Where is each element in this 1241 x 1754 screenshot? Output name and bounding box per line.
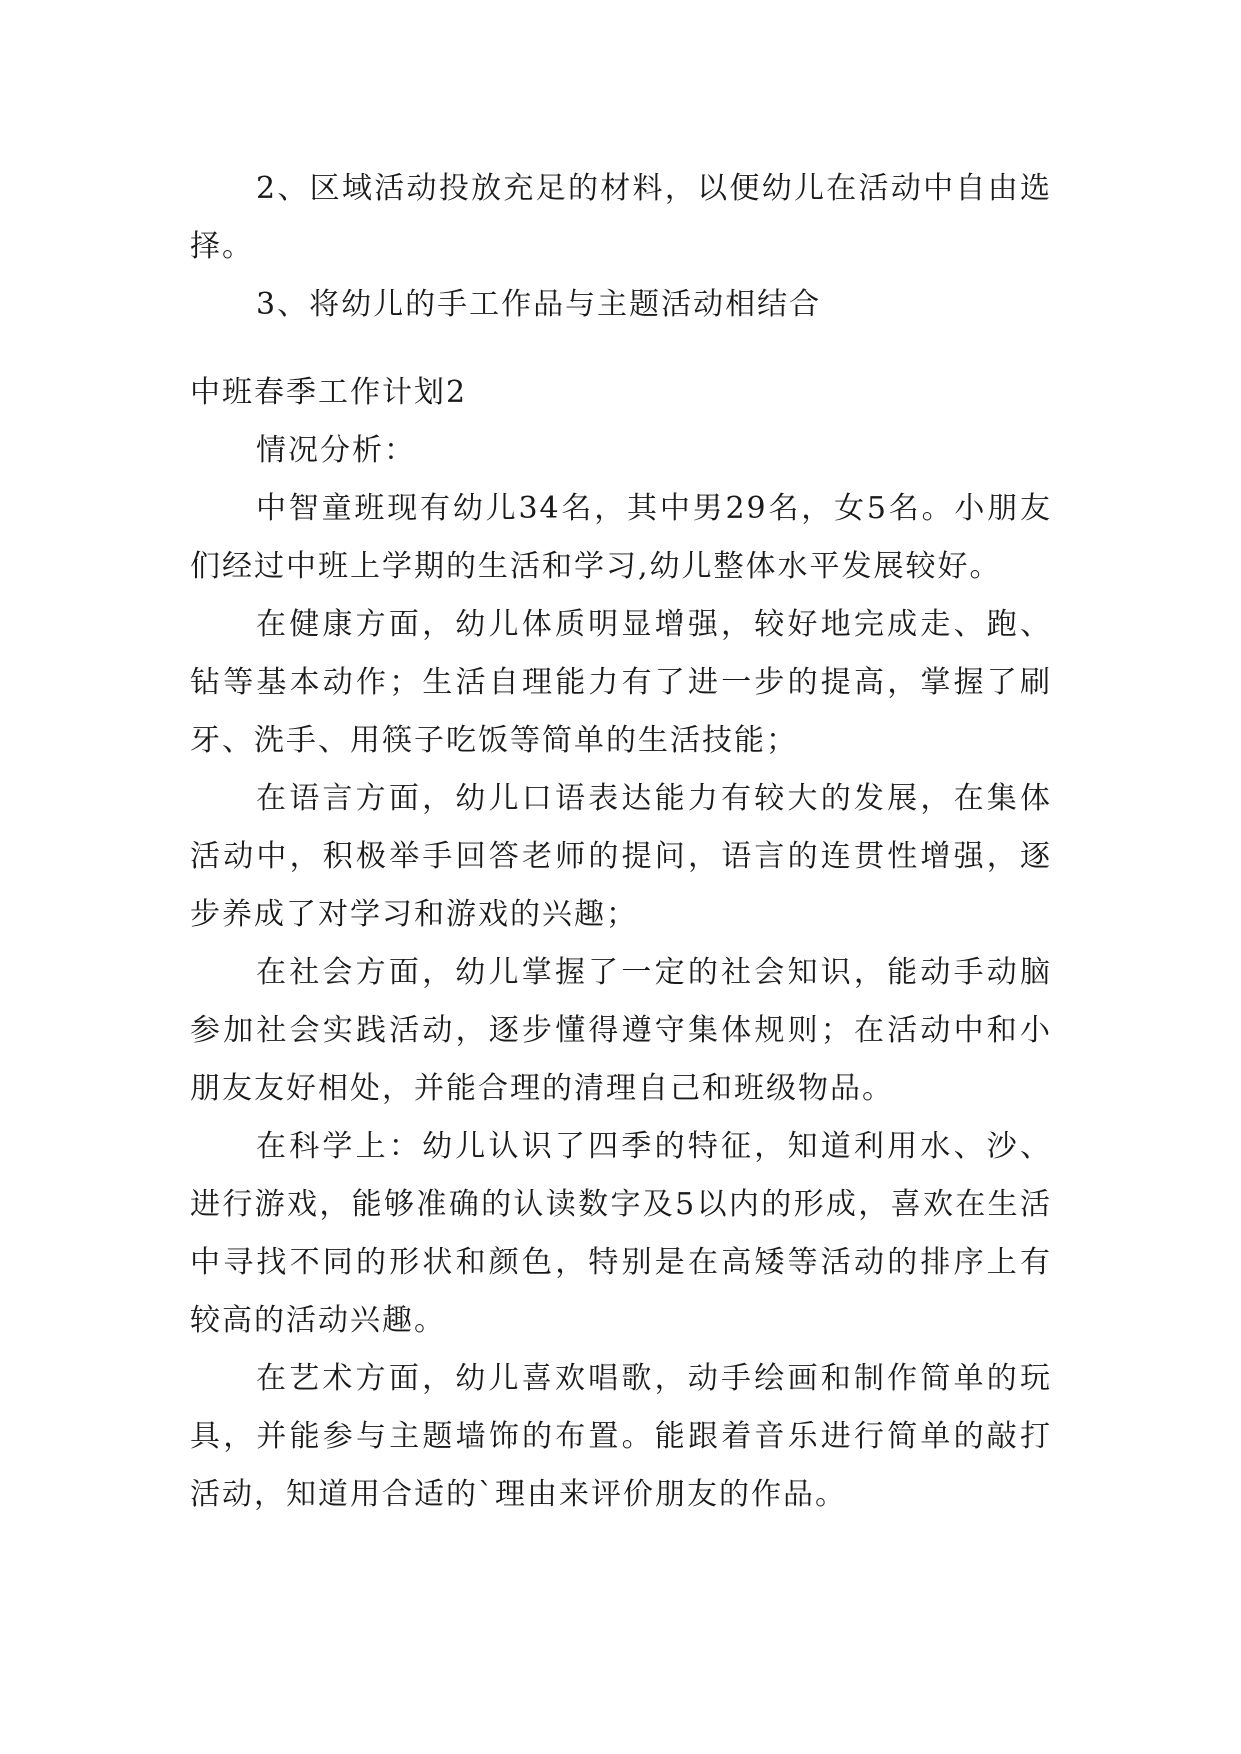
paragraph-intro-1: 2、区域活动投放充足的材料，以便幼儿在活动中自由选择。	[190, 171, 1052, 264]
paragraph-language: 在语言方面，幼儿口语表达能力有较大的发展，在集体活动中，积极举手回答老师的提问，语言的连贯性增强，逐步养成了对学习和游戏的兴趣；	[190, 781, 1052, 932]
paragraph-situation-label: 情况分析：	[256, 433, 416, 468]
paragraph-class-overview: 中智童班现有幼儿34名，其中男29名，女5名。小朋友们经过中班上学期的生活和学习,幼儿整体水平发展较好。	[190, 491, 1052, 584]
section-spacer	[190, 334, 1052, 364]
document-body	[190, 160, 1052, 1524]
section-title: 中班春季工作计划2	[190, 375, 468, 410]
paragraph-intro-2: 3、将幼儿的手工作品与主题活动相结合	[256, 287, 822, 322]
paragraph-social: 在社会方面，幼儿掌握了一定的社会知识，能动手动脑参加社会实践活动，逐步懂得遵守集体规则；在活动中和小朋友友好相处，并能合理的清理自己和班级物品。	[190, 955, 1052, 1106]
paragraph-science: 在科学上：幼儿认识了四季的特征，知道利用水、沙、进行游戏，能够准确的认读数字及5以内的形成，喜欢在生活中寻找不同的形状和颜色，特别是在高矮等活动的排序上有较高的活动兴趣。	[190, 1129, 1052, 1338]
paragraph-health: 在健康方面，幼儿体质明显增强，较好地完成走、跑、钻等基本动作；生活自理能力有了进一步的提高，掌握了刷牙、洗手、用筷子吃饭等简单的生活技能；	[190, 607, 1052, 758]
paragraph-art: 在艺术方面，幼儿喜欢唱歌，动手绘画和制作简单的玩具，并能参与主题墙饰的布置。能跟着音乐进行简单的敲打活动，知道用合适的`理由来评价朋友的作品。	[190, 1361, 1052, 1512]
